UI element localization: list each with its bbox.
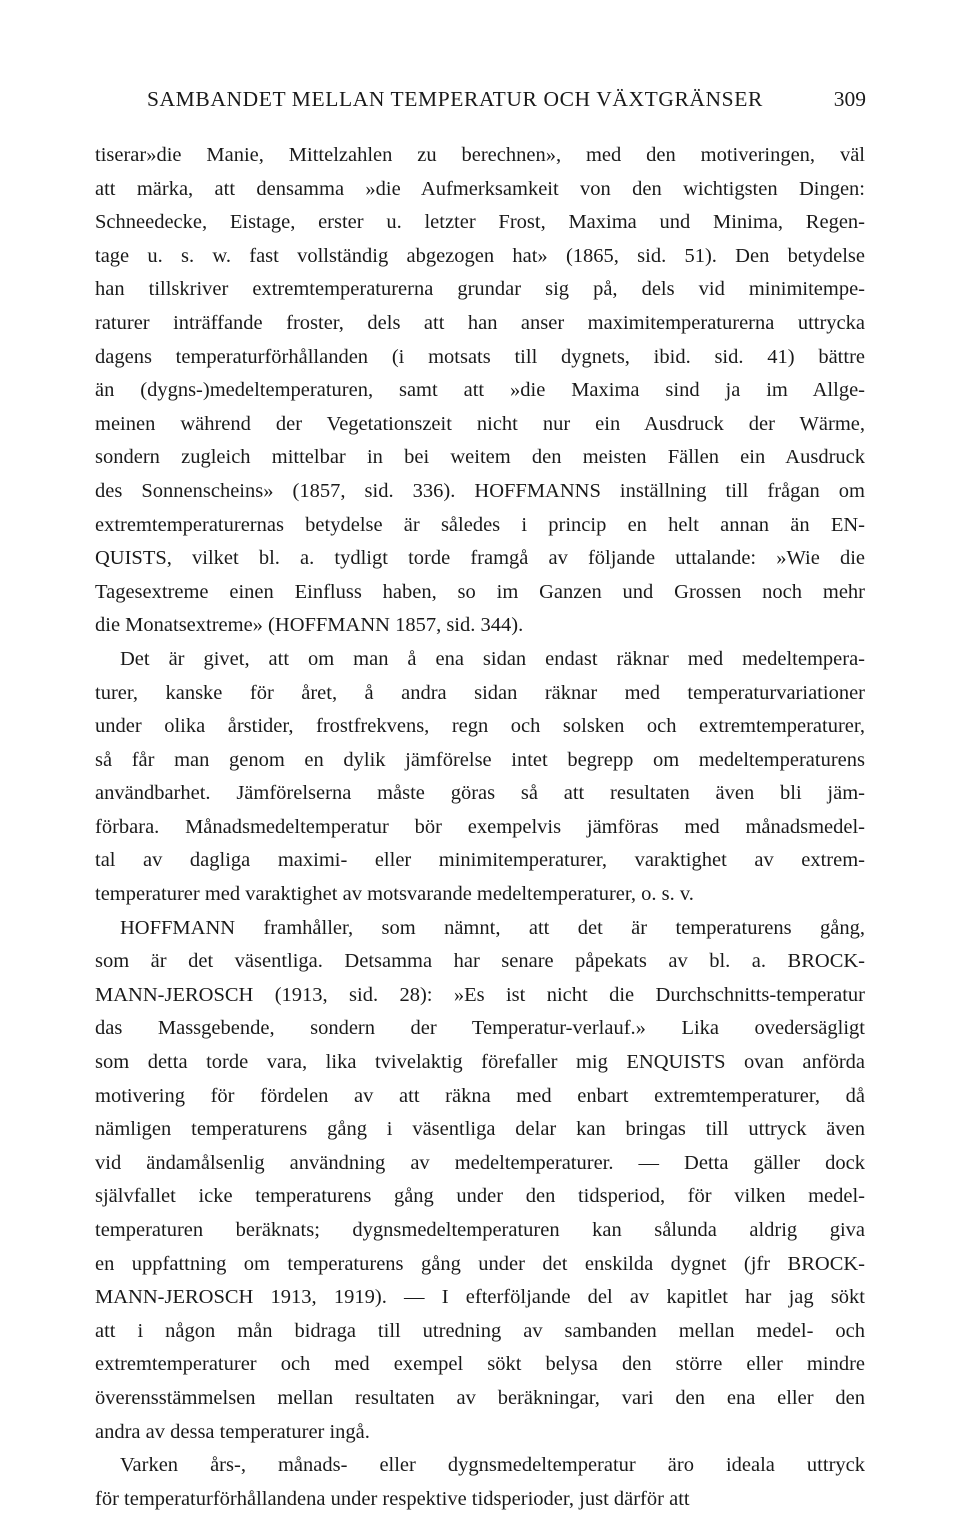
text-line: QUISTS, vilket bl. a. tydligt torde framgå av följande uttalande: »Wie die — [95, 547, 865, 570]
text-line: Varken års-, månads- eller dygnsmedeltemperatur äro ideala uttryck — [120, 1454, 865, 1477]
text-line: des Sonnenscheins» (1857, sid. 336). HOFFMANNS inställning till frågan om — [95, 479, 865, 502]
text-line: turer, kanske för året, å andra sidan räknar med temperaturvariationer — [95, 681, 865, 704]
text-line: Det är givet, att om man å ena sidan endast räknar med medeltempera- — [120, 647, 865, 670]
paragraph — [95, 139, 865, 643]
text-line: tiserar»die Manie, Mittelzahlen zu berechnen», med den motiveringen, väl — [95, 144, 865, 166]
text-line: att märka, att densamma »die Aufmerksamkeit von den wichtigsten Dingen: — [95, 177, 865, 200]
paragraph — [95, 912, 865, 1450]
text-line: Schneedecke, Eistage, erster u. letzter Frost, Maxima und Minima, Regen- — [95, 211, 865, 234]
text-line: extremtemperaturernas betydelse är således i princip en helt annan än EN- — [95, 513, 865, 536]
text-line: att i någon mån bidraga till utredning av sambanden mellan medel- och — [95, 1319, 865, 1342]
text-line: temperaturer med varaktighet av motsvarande medeltemperaturer, o. s. v. — [95, 883, 694, 906]
text-line: överensstämmelsen mellan resultaten av beräkningar, vari den ena eller den — [95, 1386, 865, 1409]
text-line: sondern zugleich mittelbar in bei weitem den meisten Fällen ein Ausdruck — [95, 446, 865, 469]
text-line: MANN-JEROSCH (1913, sid. 28): »Es ist nicht die Durchschnitts-temperatur — [95, 983, 865, 1006]
text-line: meinen während der Vegetationszeit nicht nur ein Ausdruck der Wärme, — [95, 412, 865, 435]
text-line: die Monatsextreme» (HOFFMANN 1857, sid. 344). — [95, 614, 524, 637]
text-line: under olika årstider, frostfrekvens, regn och solsken och extremtemperaturer, — [95, 715, 865, 738]
text-line: dagens temperaturförhållanden (i motsats till dygnets, ibid. sid. 41) bättre — [95, 345, 865, 368]
text-line: HOFFMANN framhåller, som nämnt, att det är temperaturens gång, — [120, 916, 865, 939]
text-line: än (dygns-)medeltemperaturen, samt att »die Maxima sind ja im Allge- — [95, 379, 865, 402]
text-line: motivering för fördelen av att räkna med enbart extremtemperaturer, då — [95, 1084, 865, 1107]
text-line: extremtemperaturer och med exempel sökt belysa den större eller mindre — [95, 1353, 865, 1376]
text-line: MANN-JEROSCH 1913, 1919). — I efterföljande del av kapitlet har jag sökt — [95, 1286, 865, 1309]
running-title: SAMBANDET MELLAN TEMPERATUR OCH VÄXTGRÄNSER — [147, 87, 763, 111]
page-number: 309 — [833, 87, 866, 111]
text-line: tage u. s. w. fast vollständig abgezogen hat» (1865, sid. 51). Den betydelse — [95, 244, 865, 267]
paragraph — [95, 1449, 865, 1516]
text-line: självfallet icke temperaturens gång under den tidsperiod, för vilken medel- — [95, 1185, 865, 1208]
text-line: en uppfattning om temperaturens gång under det enskilda dygnet (jfr BROCK- — [95, 1252, 865, 1275]
body-text — [95, 139, 865, 1516]
running-head — [147, 87, 866, 123]
text-line: förbara. Månadsmedeltemperatur bör exempelvis jämföras med månadsmedel- — [95, 815, 865, 838]
text-line: temperaturen beräknats; dygnsmedeltemperaturen kan sålunda aldrig giva — [95, 1219, 865, 1241]
text-line: som detta torde vara, lika tvivelaktig förefaller mig ENQUISTS ovan anförda — [95, 1051, 865, 1074]
text-line: nämligen temperaturens gång i väsentliga delar kan bringas till uttryck även — [95, 1118, 865, 1141]
text-line: Tagesextreme einen Einfluss haben, so im Ganzen und Grossen noch mehr — [95, 580, 865, 603]
text-line: andra av dessa temperaturer ingå. — [95, 1420, 370, 1443]
text-line: användbarhet. Jämförelserna måste göras så att resultaten även bli jäm- — [95, 782, 865, 805]
text-line: för temperaturförhållandena under respektive tidsperioder, just därför att — [95, 1487, 690, 1510]
text-line: så får man genom en dylik jämförelse intet begrepp om medeltemperaturens — [95, 748, 865, 771]
text-line: vid ändamålsenlig användning av medeltemperaturer. — Detta gäller dock — [95, 1151, 865, 1174]
paragraph — [95, 643, 865, 912]
text-line: som är det väsentliga. Detsamma har senare påpekats av bl. a. BROCK- — [95, 950, 865, 973]
text-line: das Massgebende, sondern der Temperatur-verlauf.» Lika ovedersägligt — [95, 1017, 865, 1040]
text-line: han tillskriver extremtemperaturerna grundar sig på, dels vid minimitempe- — [95, 278, 865, 301]
text-line: tal av dagliga maximi- eller minimitemperaturer, varaktighet av extrem- — [95, 849, 865, 872]
text-line: raturer inträffande froster, dels att han anser maximitemperaturerna uttrycka — [95, 311, 865, 334]
